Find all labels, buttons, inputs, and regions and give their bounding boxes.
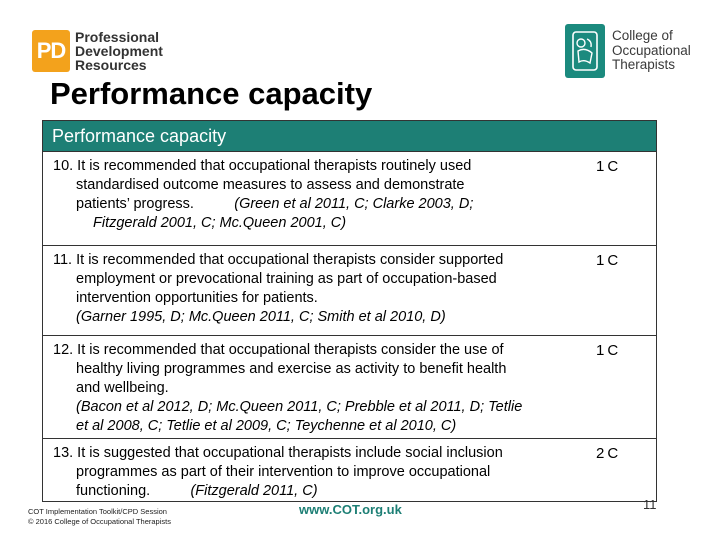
grade: 2C — [596, 445, 622, 462]
recommendation-text — [53, 251, 578, 327]
cot-line-2: Occupational — [612, 42, 691, 58]
table-row — [43, 246, 656, 336]
recommendation-text — [53, 157, 578, 233]
cot-line-1: College of — [612, 28, 673, 44]
cot-line-3: Therapists — [612, 57, 676, 73]
text-line: 11. It is recommended that occupational therapists consider supported — [53, 252, 504, 268]
pd-badge: PD — [32, 30, 70, 72]
text-line: intervention opportunities for patients. — [76, 290, 318, 306]
recommendation-text — [53, 341, 578, 436]
cot-logo-text — [612, 29, 691, 73]
pdr-line-2: Development — [75, 43, 163, 59]
citation: (Green et al 2011, C; Clarke 2003, D; — [234, 196, 474, 212]
grade: 1C — [596, 158, 622, 175]
citation: et al 2008, C; Tetlie et al 2009, C; Teychenne et al 2010, C) — [76, 418, 457, 434]
text-line — [53, 482, 578, 501]
text-line: 10. It is recommended that occupational therapists routinely used — [53, 158, 472, 174]
text-span: patients’ progress. — [76, 196, 194, 212]
cot-crest-icon — [565, 24, 605, 78]
slide-title: Performance capacity — [50, 76, 373, 111]
page-number: 11 — [643, 497, 657, 512]
footer-line-1: COT Implementation Toolkit/CPD Session — [28, 507, 167, 516]
citation: (Fitzgerald 2011, C) — [190, 483, 318, 499]
pdr-logo — [32, 30, 163, 72]
text-line: employment or prevocational training as part of occupation-based — [76, 271, 497, 287]
citation: (Bacon et al 2012, D; Mc.Queen 2011, C; Prebble et al 2011, D; Tetlie — [76, 399, 523, 415]
footer-url-link[interactable]: www.COT.org.uk — [299, 502, 402, 517]
cot-logo — [565, 24, 691, 78]
text-line: and wellbeing. — [76, 380, 169, 396]
table-row — [43, 439, 656, 501]
text-line: healthy living programmes and exercise as activity to benefit health — [76, 361, 507, 377]
grade: 1C — [596, 252, 622, 269]
grade: 1C — [596, 342, 622, 359]
text-line: programmes as part of their intervention to improve occupational — [76, 464, 491, 480]
citation: (Garner 1995, D; Mc.Queen 2011, C; Smith et al 2010, D) — [76, 309, 446, 325]
text-line: standardised outcome measures to assess and demonstrate — [76, 177, 465, 193]
text-line: 13. It is suggested that occupational therapists include social inclusion — [53, 445, 503, 461]
table-row — [43, 152, 656, 246]
pdr-logo-text — [75, 30, 163, 72]
footer-line-2: © 2016 College of Occupational Therapists — [28, 517, 171, 526]
text-span: functioning. — [76, 483, 151, 499]
citation: Fitzgerald 2001, C; Mc.Queen 2001, C) — [93, 215, 347, 231]
table-header: Performance capacity — [43, 121, 656, 152]
pdr-line-1: Professional — [75, 29, 160, 45]
footer-copyright — [28, 507, 171, 527]
recommendations-table — [42, 120, 657, 502]
recommendation-text — [53, 444, 578, 501]
text-line — [53, 195, 578, 214]
text-line: 12. It is recommended that occupational therapists consider the use of — [53, 342, 504, 358]
pdr-line-3: Resources — [75, 57, 147, 73]
table-row — [43, 336, 656, 439]
